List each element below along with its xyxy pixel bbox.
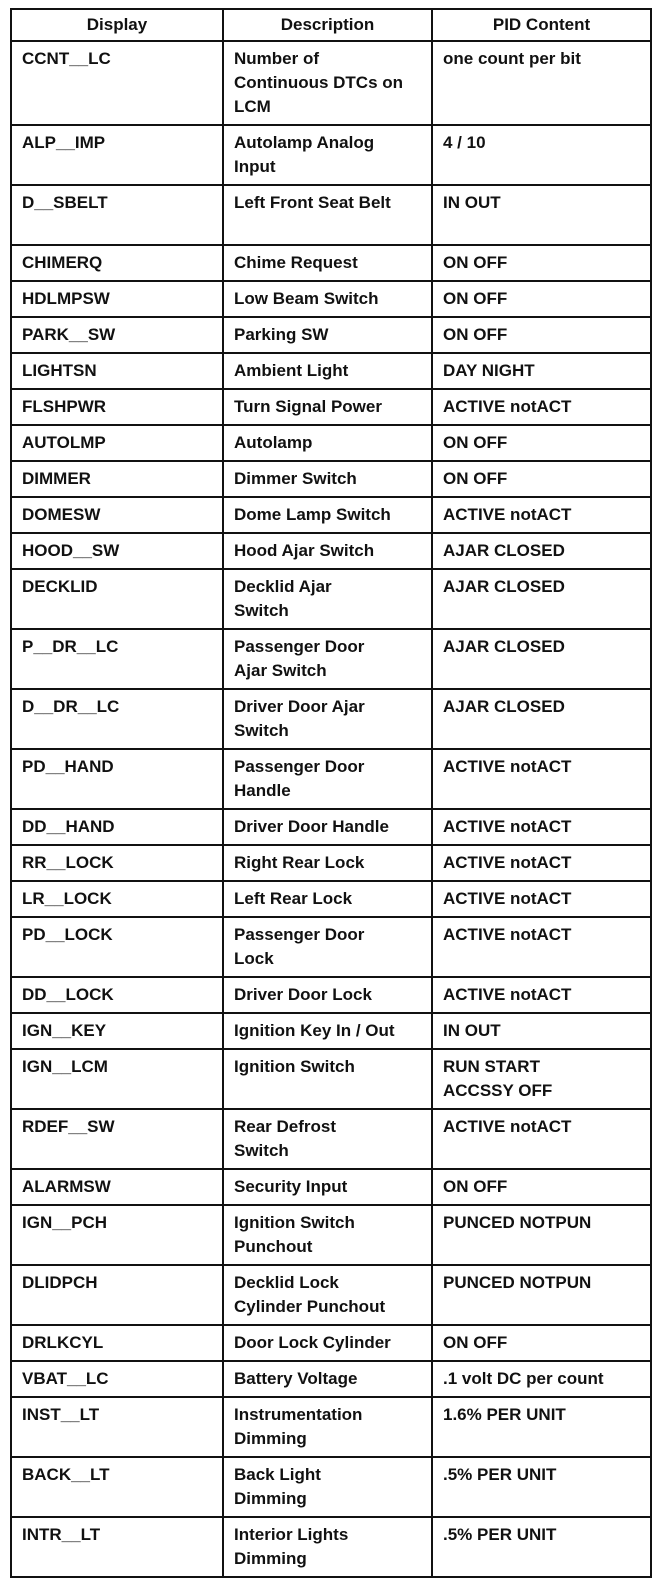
display-cell: DOMESW: [11, 497, 223, 533]
description-cell: Low Beam Switch: [223, 281, 432, 317]
display-cell: CHIMERQ: [11, 245, 223, 281]
table-row: [11, 389, 651, 425]
pid-cell: IN OUT: [432, 1013, 651, 1049]
pid-cell: one count per bit: [432, 41, 651, 125]
table-row: [11, 185, 651, 245]
table-row: [11, 1265, 651, 1325]
pid-cell: AJAR CLOSED: [432, 689, 651, 749]
display-cell: IGN__LCM: [11, 1049, 223, 1109]
table-row: [11, 845, 651, 881]
description-cell: Decklid Lock Cylinder Punchout: [223, 1265, 432, 1325]
table-row: [11, 533, 651, 569]
display-cell: INTR__LT: [11, 1517, 223, 1577]
header-description: Description: [223, 9, 432, 41]
description-cell: Door Lock Cylinder: [223, 1325, 432, 1361]
display-cell: RDEF__SW: [11, 1109, 223, 1169]
pid-cell: AJAR CLOSED: [432, 569, 651, 629]
display-cell: D__DR__LC: [11, 689, 223, 749]
table-row: [11, 1109, 651, 1169]
table-row: [11, 425, 651, 461]
table-row: [11, 461, 651, 497]
display-cell: DLIDPCH: [11, 1265, 223, 1325]
table-row: [11, 125, 651, 185]
pid-cell: PUNCED NOTPUN: [432, 1205, 651, 1265]
pid-cell: ON OFF: [432, 317, 651, 353]
table-row: [11, 1169, 651, 1205]
display-cell: CCNT__LC: [11, 41, 223, 125]
description-cell: Driver Door Lock: [223, 977, 432, 1013]
pid-cell: ACTIVE notACT: [432, 389, 651, 425]
display-cell: DIMMER: [11, 461, 223, 497]
display-cell: DD__HAND: [11, 809, 223, 845]
description-cell: Rear Defrost Switch: [223, 1109, 432, 1169]
table-row: [11, 569, 651, 629]
header-pid-content: PID Content: [432, 9, 651, 41]
display-cell: DD__LOCK: [11, 977, 223, 1013]
table-row: [11, 281, 651, 317]
display-cell: PD__LOCK: [11, 917, 223, 977]
display-cell: AUTOLMP: [11, 425, 223, 461]
description-cell: Hood Ajar Switch: [223, 533, 432, 569]
description-cell: Turn Signal Power: [223, 389, 432, 425]
description-cell: Autolamp: [223, 425, 432, 461]
pid-cell: 1.6% PER UNIT: [432, 1397, 651, 1457]
table-row: [11, 317, 651, 353]
pid-cell: .5% PER UNIT: [432, 1517, 651, 1577]
display-cell: PD__HAND: [11, 749, 223, 809]
table-row: [11, 689, 651, 749]
table-row: [11, 1361, 651, 1397]
pid-cell: ACTIVE notACT: [432, 749, 651, 809]
description-cell: Interior Lights Dimming: [223, 1517, 432, 1577]
table-row: [11, 353, 651, 389]
pid-cell: .1 volt DC per count: [432, 1361, 651, 1397]
pid-cell: AJAR CLOSED: [432, 629, 651, 689]
description-cell: Passenger Door Ajar Switch: [223, 629, 432, 689]
pid-cell: ACTIVE notACT: [432, 977, 651, 1013]
description-cell: Security Input: [223, 1169, 432, 1205]
table-row: [11, 1049, 651, 1109]
display-cell: INST__LT: [11, 1397, 223, 1457]
table-row: [11, 1325, 651, 1361]
display-cell: D__SBELT: [11, 185, 223, 245]
pid-cell: ACTIVE notACT: [432, 881, 651, 917]
table-row: [11, 41, 651, 125]
pid-cell: 4 / 10: [432, 125, 651, 185]
description-cell: Passenger Door Lock: [223, 917, 432, 977]
display-cell: DECKLID: [11, 569, 223, 629]
display-cell: PARK__SW: [11, 317, 223, 353]
description-cell: Passenger Door Handle: [223, 749, 432, 809]
table-row: [11, 1397, 651, 1457]
display-cell: LR__LOCK: [11, 881, 223, 917]
pid-cell: PUNCED NOTPUN: [432, 1265, 651, 1325]
description-cell: Ignition Switch: [223, 1049, 432, 1109]
display-cell: BACK__LT: [11, 1457, 223, 1517]
description-cell: Left Front Seat Belt: [223, 185, 432, 245]
pid-cell: ACTIVE notACT: [432, 497, 651, 533]
table-row: [11, 245, 651, 281]
pid-cell: ON OFF: [432, 1169, 651, 1205]
header-row: [11, 9, 651, 41]
table-row: [11, 809, 651, 845]
pid-cell: ACTIVE notACT: [432, 917, 651, 977]
description-cell: Back Light Dimming: [223, 1457, 432, 1517]
description-cell: Dimmer Switch: [223, 461, 432, 497]
table-row: [11, 977, 651, 1013]
description-cell: Number of Continuous DTCs on LCM: [223, 41, 432, 125]
pid-cell: ACTIVE notACT: [432, 1109, 651, 1169]
description-cell: Ambient Light: [223, 353, 432, 389]
pid-cell: .5% PER UNIT: [432, 1457, 651, 1517]
display-cell: HOOD__SW: [11, 533, 223, 569]
table-row: [11, 1517, 651, 1577]
description-cell: Autolamp Analog Input: [223, 125, 432, 185]
description-cell: Battery Voltage: [223, 1361, 432, 1397]
description-cell: Decklid Ajar Switch: [223, 569, 432, 629]
table-row: [11, 497, 651, 533]
pid-cell: ON OFF: [432, 245, 651, 281]
description-cell: Driver Door Handle: [223, 809, 432, 845]
description-cell: Driver Door Ajar Switch: [223, 689, 432, 749]
table-row: [11, 629, 651, 689]
display-cell: P__DR__LC: [11, 629, 223, 689]
display-cell: IGN__KEY: [11, 1013, 223, 1049]
pid-cell: IN OUT: [432, 185, 651, 245]
pid-cell: DAY NIGHT: [432, 353, 651, 389]
display-cell: LIGHTSN: [11, 353, 223, 389]
pid-table: [10, 8, 652, 1578]
table-row: [11, 881, 651, 917]
description-cell: Right Rear Lock: [223, 845, 432, 881]
description-cell: Ignition Key In / Out: [223, 1013, 432, 1049]
description-cell: Parking SW: [223, 317, 432, 353]
display-cell: VBAT__LC: [11, 1361, 223, 1397]
header-display: Display: [11, 9, 223, 41]
table-row: [11, 1457, 651, 1517]
pid-cell: AJAR CLOSED: [432, 533, 651, 569]
table-row: [11, 1205, 651, 1265]
display-cell: DRLKCYL: [11, 1325, 223, 1361]
display-cell: HDLMPSW: [11, 281, 223, 317]
pid-cell: ACTIVE notACT: [432, 845, 651, 881]
display-cell: RR__LOCK: [11, 845, 223, 881]
table-row: [11, 917, 651, 977]
description-cell: Dome Lamp Switch: [223, 497, 432, 533]
pid-cell: ON OFF: [432, 461, 651, 497]
display-cell: IGN__PCH: [11, 1205, 223, 1265]
pid-cell: ACTIVE notACT: [432, 809, 651, 845]
pid-cell: RUN START ACCSSY OFF: [432, 1049, 651, 1109]
description-cell: Instrumentation Dimming: [223, 1397, 432, 1457]
description-cell: Chime Request: [223, 245, 432, 281]
pid-cell: ON OFF: [432, 1325, 651, 1361]
display-cell: FLSHPWR: [11, 389, 223, 425]
display-cell: ALP__IMP: [11, 125, 223, 185]
table-row: [11, 749, 651, 809]
table-row: [11, 1013, 651, 1049]
pid-cell: ON OFF: [432, 281, 651, 317]
pid-cell: ON OFF: [432, 425, 651, 461]
description-cell: Ignition Switch Punchout: [223, 1205, 432, 1265]
description-cell: Left Rear Lock: [223, 881, 432, 917]
pid-table-page: [10, 8, 650, 1578]
display-cell: ALARMSW: [11, 1169, 223, 1205]
